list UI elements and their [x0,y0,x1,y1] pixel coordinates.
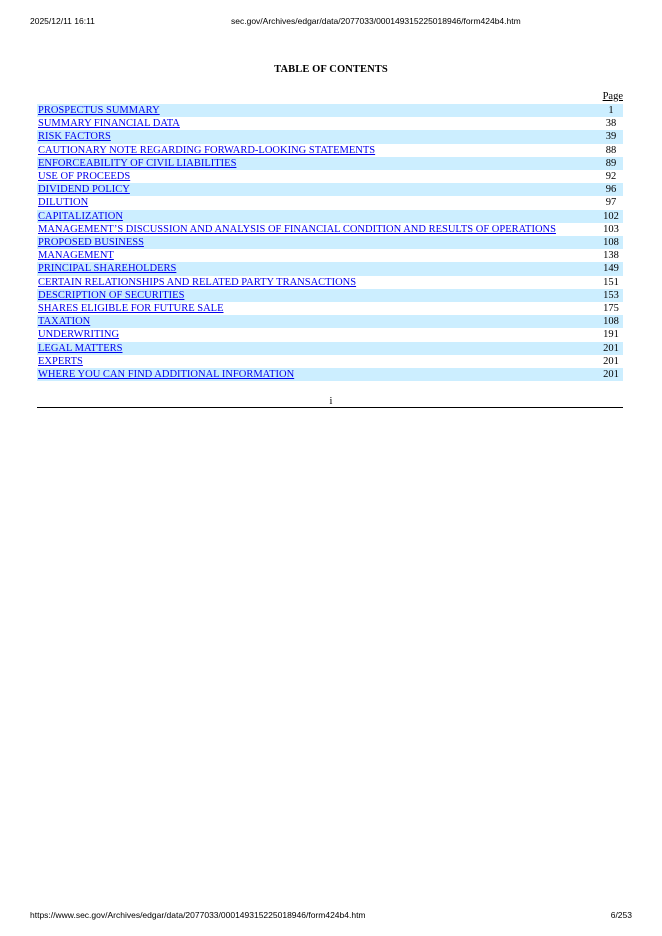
toc-link[interactable]: MANAGEMENT’S DISCUSSION AND ANALYSIS OF FINANCIAL CONDITION AND RESULTS OF OPERATIONS [38,223,556,235]
toc-page-number: 153 [598,289,623,302]
toc-page-number: 89 [598,157,623,170]
toc-table [37,104,623,381]
print-date: 2025/12/11 16:11 [30,16,95,26]
toc-row [37,157,623,170]
toc-row [37,355,623,368]
toc-page-number: 39 [598,130,623,143]
toc-page-number: 103 [603,223,619,235]
toc-row [37,302,623,315]
page-divider [37,407,623,408]
toc-page-number: 102 [598,210,623,223]
toc-page-number: 108 [598,236,623,249]
toc-page-number: 138 [603,250,619,262]
toc-link[interactable]: CERTAIN RELATIONSHIPS AND RELATED PARTY TRANSACTIONS [38,276,357,288]
toc-page-number: 97 [605,197,617,209]
toc-link[interactable]: WHERE YOU CAN FIND ADDITIONAL INFORMATION [38,369,295,381]
toc-row [37,328,623,341]
toc-row [37,210,623,223]
toc-link[interactable]: MANAGEMENT [38,250,114,262]
toc-row [37,368,623,381]
toc-row [37,130,623,143]
toc-page-number: 88 [605,144,617,156]
toc-row [37,342,623,355]
toc-link[interactable]: DESCRIPTION OF SECURITIES [38,289,185,301]
toc-link[interactable]: RISK FACTORS [38,131,111,143]
toc-link[interactable]: PRINCIPAL SHAREHOLDERS [38,263,177,275]
toc-title: TABLE OF CONTENTS [274,64,388,75]
toc-page-number: 151 [603,276,619,288]
toc-row [37,104,623,117]
toc-link[interactable]: CAUTIONARY NOTE REGARDING FORWARD-LOOKING STATEMENTS [38,144,376,156]
toc-page-number: 201 [603,355,619,367]
print-header-url: sec.gov/Archives/edgar/data/2077033/000149315225018946/form424b4.htm [231,16,521,26]
toc-link[interactable]: DIVIDEND POLICY [38,184,130,196]
toc-row [37,262,623,275]
toc-link[interactable]: SUMMARY FINANCIAL DATA [38,118,180,130]
toc-row [37,236,623,249]
toc-page-number: 201 [598,368,623,381]
toc-page-number: 92 [605,171,617,183]
toc-link[interactable]: UNDERWRITING [38,329,120,341]
toc-row [37,276,623,289]
toc-row [37,249,623,262]
toc-link[interactable]: USE OF PROCEEDS [38,171,131,183]
toc-page-number: 149 [598,262,623,275]
print-header [30,15,632,27]
toc-page-number: 201 [598,342,623,355]
toc-row [37,289,623,302]
toc-page-number: 38 [605,118,617,130]
toc-page-number: 175 [603,303,619,315]
print-page-count: 6/253 [610,910,632,920]
toc-link[interactable]: ENFORCEABILITY OF CIVIL LIABILITIES [38,157,237,169]
toc-link[interactable]: PROPOSED BUSINESS [38,237,144,249]
toc-link[interactable]: LEGAL MATTERS [38,342,123,354]
print-footer-url: https://www.sec.gov/Archives/edgar/data/2077033/000149315225018946/form424b4.htm [30,910,366,920]
toc-page-number: 108 [598,315,623,328]
toc-page-number: 191 [603,329,619,341]
toc-row [37,315,623,328]
toc-row [37,144,623,157]
toc-link[interactable]: TAXATION [38,316,91,328]
toc-page-number: 1 [598,104,623,117]
toc-link[interactable]: EXPERTS [38,355,83,367]
toc-link[interactable]: SHARES ELIGIBLE FOR FUTURE SALE [38,303,224,315]
toc-row [37,117,623,130]
toc-row [37,196,623,209]
print-footer [30,909,632,921]
toc-row [37,170,623,183]
toc-page-number: 96 [598,183,623,196]
toc-link[interactable]: DILUTION [38,197,89,209]
toc-row [37,183,623,196]
toc-link[interactable]: CAPITALIZATION [38,210,123,222]
page-column-header: Page [602,91,623,102]
toc-row [37,223,623,236]
toc-link[interactable]: PROSPECTUS SUMMARY [38,105,160,116]
document-page-number: i [329,396,333,407]
